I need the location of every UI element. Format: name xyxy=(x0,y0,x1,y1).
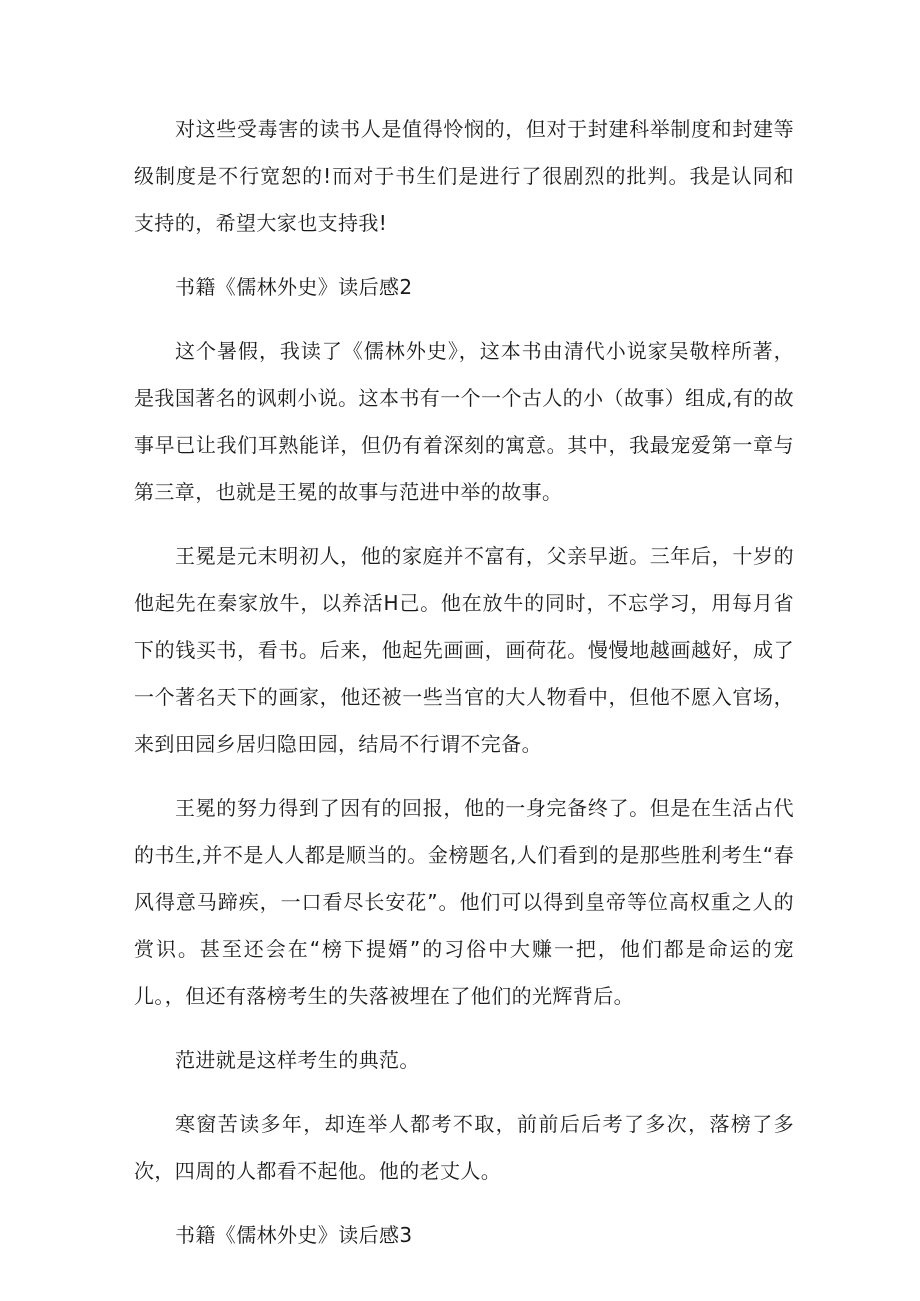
paragraph-5: 范进就是这样考生的典范。 xyxy=(175,1048,420,1072)
paragraph-6: 寒窗苦读多年，却连举人都考不取，前前后后考了多次，落榜了多次，四周的人都看不起他。他的老丈人。 xyxy=(134,1112,794,1183)
section-heading-2: 书籍《儒林外史》读后感2 xyxy=(175,275,413,299)
section-heading-3: 书籍《儒林外史》读后感3 xyxy=(175,1223,413,1247)
paragraph-3: 王冕是元末明初人，他的家庭并不富有，父亲早逝。三年后，十岁的他起先在秦家放牛，以养活H己。他在放牛的同时，不忘学习，用每月省下的钱买书，看书。后来，他起先画画，画荷花。慢慢地越画越好，成了一个著名天下的画家，他还被一些当官的大人物看中，但他不愿入官场，来到田园乡居归隐田园，结局不行谓不完备。 xyxy=(134,544,794,756)
paragraph-1: 对这些受毒害的读书人是值得怜悯的，但对于封建科举制度和封建等级制度是不行宽恕的!而对于书生们是进行了很剧烈的批判。我是认同和支持的，希望大家也支持我! xyxy=(134,117,794,235)
paragraph-4: 王冕的努力得到了因有的回报，他的一身完备终了。但是在生活占代的书生,并不是人人都是顺当的。金榜题名,人们看到的是那些胜利考生“春风得意马蹄疾，一口看尽长安花”。他们可以得到皇帝等位高权重之人的赏识。甚至还会在“榜下提婿”的习俗中大赚一把，他们都是命运的宠儿。，但还有落榜考生的失落被埋在了他们的光辉背后。 xyxy=(134,796,794,1008)
paragraph-2: 这个暑假，我读了《儒林外史》，这本书由清代小说家吴敬梓所著，是我国著名的讽刺小说。这本书有一个一个古人的小（故事）组成,有的故事早已让我们耳熟能详，但仍有着深刻的寓意。其中，我最宠爱第一章与第三章，也就是王冕的故事与范进中举的故事。 xyxy=(134,339,794,504)
document-body xyxy=(134,106,794,1259)
